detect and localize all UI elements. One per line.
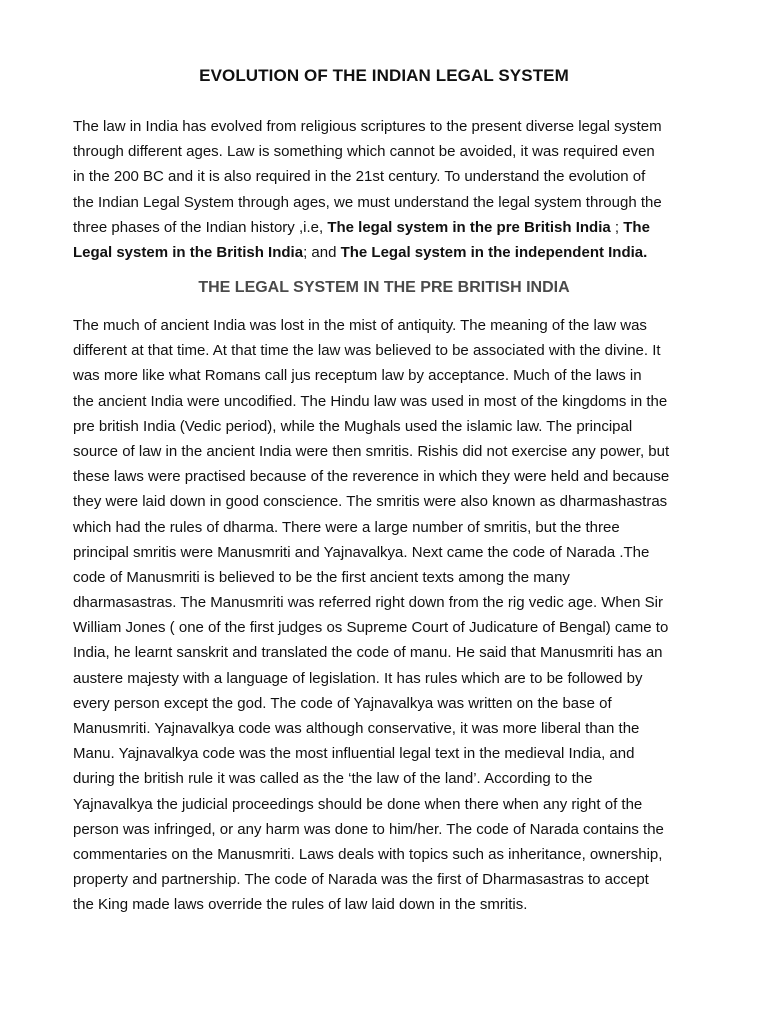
body-line: they were laid down in good conscience. The smritis were also known as dharmashastras bbox=[73, 493, 668, 511]
body-line: property and partnership. The code of Narada was the first of Dharmasastras to accept bbox=[73, 871, 649, 889]
intro-line bbox=[73, 215, 705, 240]
body-line: code of Manusmriti is believed to be the first ancient texts among the many bbox=[73, 568, 570, 586]
intro-line: The law in India has evolved from religious scriptures to the present diverse legal system bbox=[73, 118, 662, 135]
body-line: every person except the god. The code of Yajnavalkya was written on the base of bbox=[73, 694, 612, 712]
separator: ; bbox=[610, 218, 624, 236]
separator: ; and bbox=[303, 243, 341, 261]
phase-independent: The Legal system in the independent India. bbox=[340, 243, 648, 261]
intro-line bbox=[73, 240, 705, 265]
body-line: was more like what Romans call jus receptum law by acceptance. Much of the laws in bbox=[73, 367, 642, 385]
body-line: different at that time. At that time the law was believed to be associated with the divine. It bbox=[73, 342, 661, 360]
body-line: the ancient India were uncodified. The Hindu law was used in most of the kingdoms in the bbox=[73, 392, 668, 410]
section-heading: THE LEGAL SYSTEM IN THE PRE BRITISH INDIA bbox=[198, 279, 570, 296]
body-line: austere majesty with a language of legislation. It has rules which are to be followed by bbox=[73, 669, 643, 687]
body-line: person was infringed, or any harm was done to him/her. The code of Narada contains the bbox=[73, 820, 664, 838]
body-line: The much of ancient India was lost in the mist of antiquity. The meaning of the law was bbox=[73, 317, 647, 334]
body-line: commentaries on the Manusmriti. Laws deals with topics such as inheritance, ownership, bbox=[73, 845, 663, 863]
intro-line: through different ages. Law is something which cannot be avoided, it was required even bbox=[73, 143, 655, 161]
body-paragraph bbox=[73, 313, 705, 918]
intro-line: the Indian Legal System through ages, we must understand the legal system through the bbox=[73, 193, 662, 211]
body-line: William Jones ( one of the first judges os Supreme Court of Judicature of Bengal) came to bbox=[73, 619, 669, 637]
body-line: Manusmriti. Yajnavalkya code was although conservative, it was more liberal than the bbox=[73, 720, 640, 737]
intro-line: in the 200 BC and it is also required in the 21st century. To understand the evolution of bbox=[73, 168, 646, 186]
body-line: these laws were practised because of the reverence in which they were held and because bbox=[73, 468, 670, 486]
body-line: Yajnavalkya the judicial proceedings should be done when there when any right of the bbox=[73, 795, 643, 813]
body-line: Manu. Yajnavalkya code was the most influential legal text in the medieval India, and bbox=[73, 745, 635, 763]
phase-british-start: The bbox=[623, 218, 650, 236]
body-line: pre british India (Vedic period), while the Mughals used the islamic law. The principal bbox=[73, 417, 633, 435]
intro-line-prefix: three phases of the Indian history ,i.e, bbox=[73, 218, 328, 236]
body-line: source of law in the ancient India were then smritis. Rishis did not exercise any power, but bbox=[73, 442, 670, 460]
phase-pre-british: The legal system in the pre British India bbox=[327, 218, 611, 236]
body-line: principal smritis were Manusmriti and Yajnavalkya. Next came the code of Narada .The bbox=[73, 543, 650, 561]
intro-paragraph bbox=[73, 114, 705, 265]
body-line: India, he learnt sanskrit and translated the code of manu. He said that Manusmriti has an bbox=[73, 644, 663, 662]
body-line: the King made laws override the rules of law laid down in the smritis. bbox=[73, 896, 528, 914]
body-line: during the british rule it was called as the ‘the law of the land’. According to the bbox=[73, 770, 593, 788]
phase-british: Legal system in the British India bbox=[73, 243, 304, 261]
body-line: dharmasastras. The Manusmriti was referred right down from the rig vedic age. When Sir bbox=[73, 594, 663, 612]
document-title: EVOLUTION OF THE INDIAN LEGAL SYSTEM bbox=[199, 66, 569, 85]
body-line: which had the rules of dharma. There were a large number of smritis, but the three bbox=[73, 518, 620, 536]
